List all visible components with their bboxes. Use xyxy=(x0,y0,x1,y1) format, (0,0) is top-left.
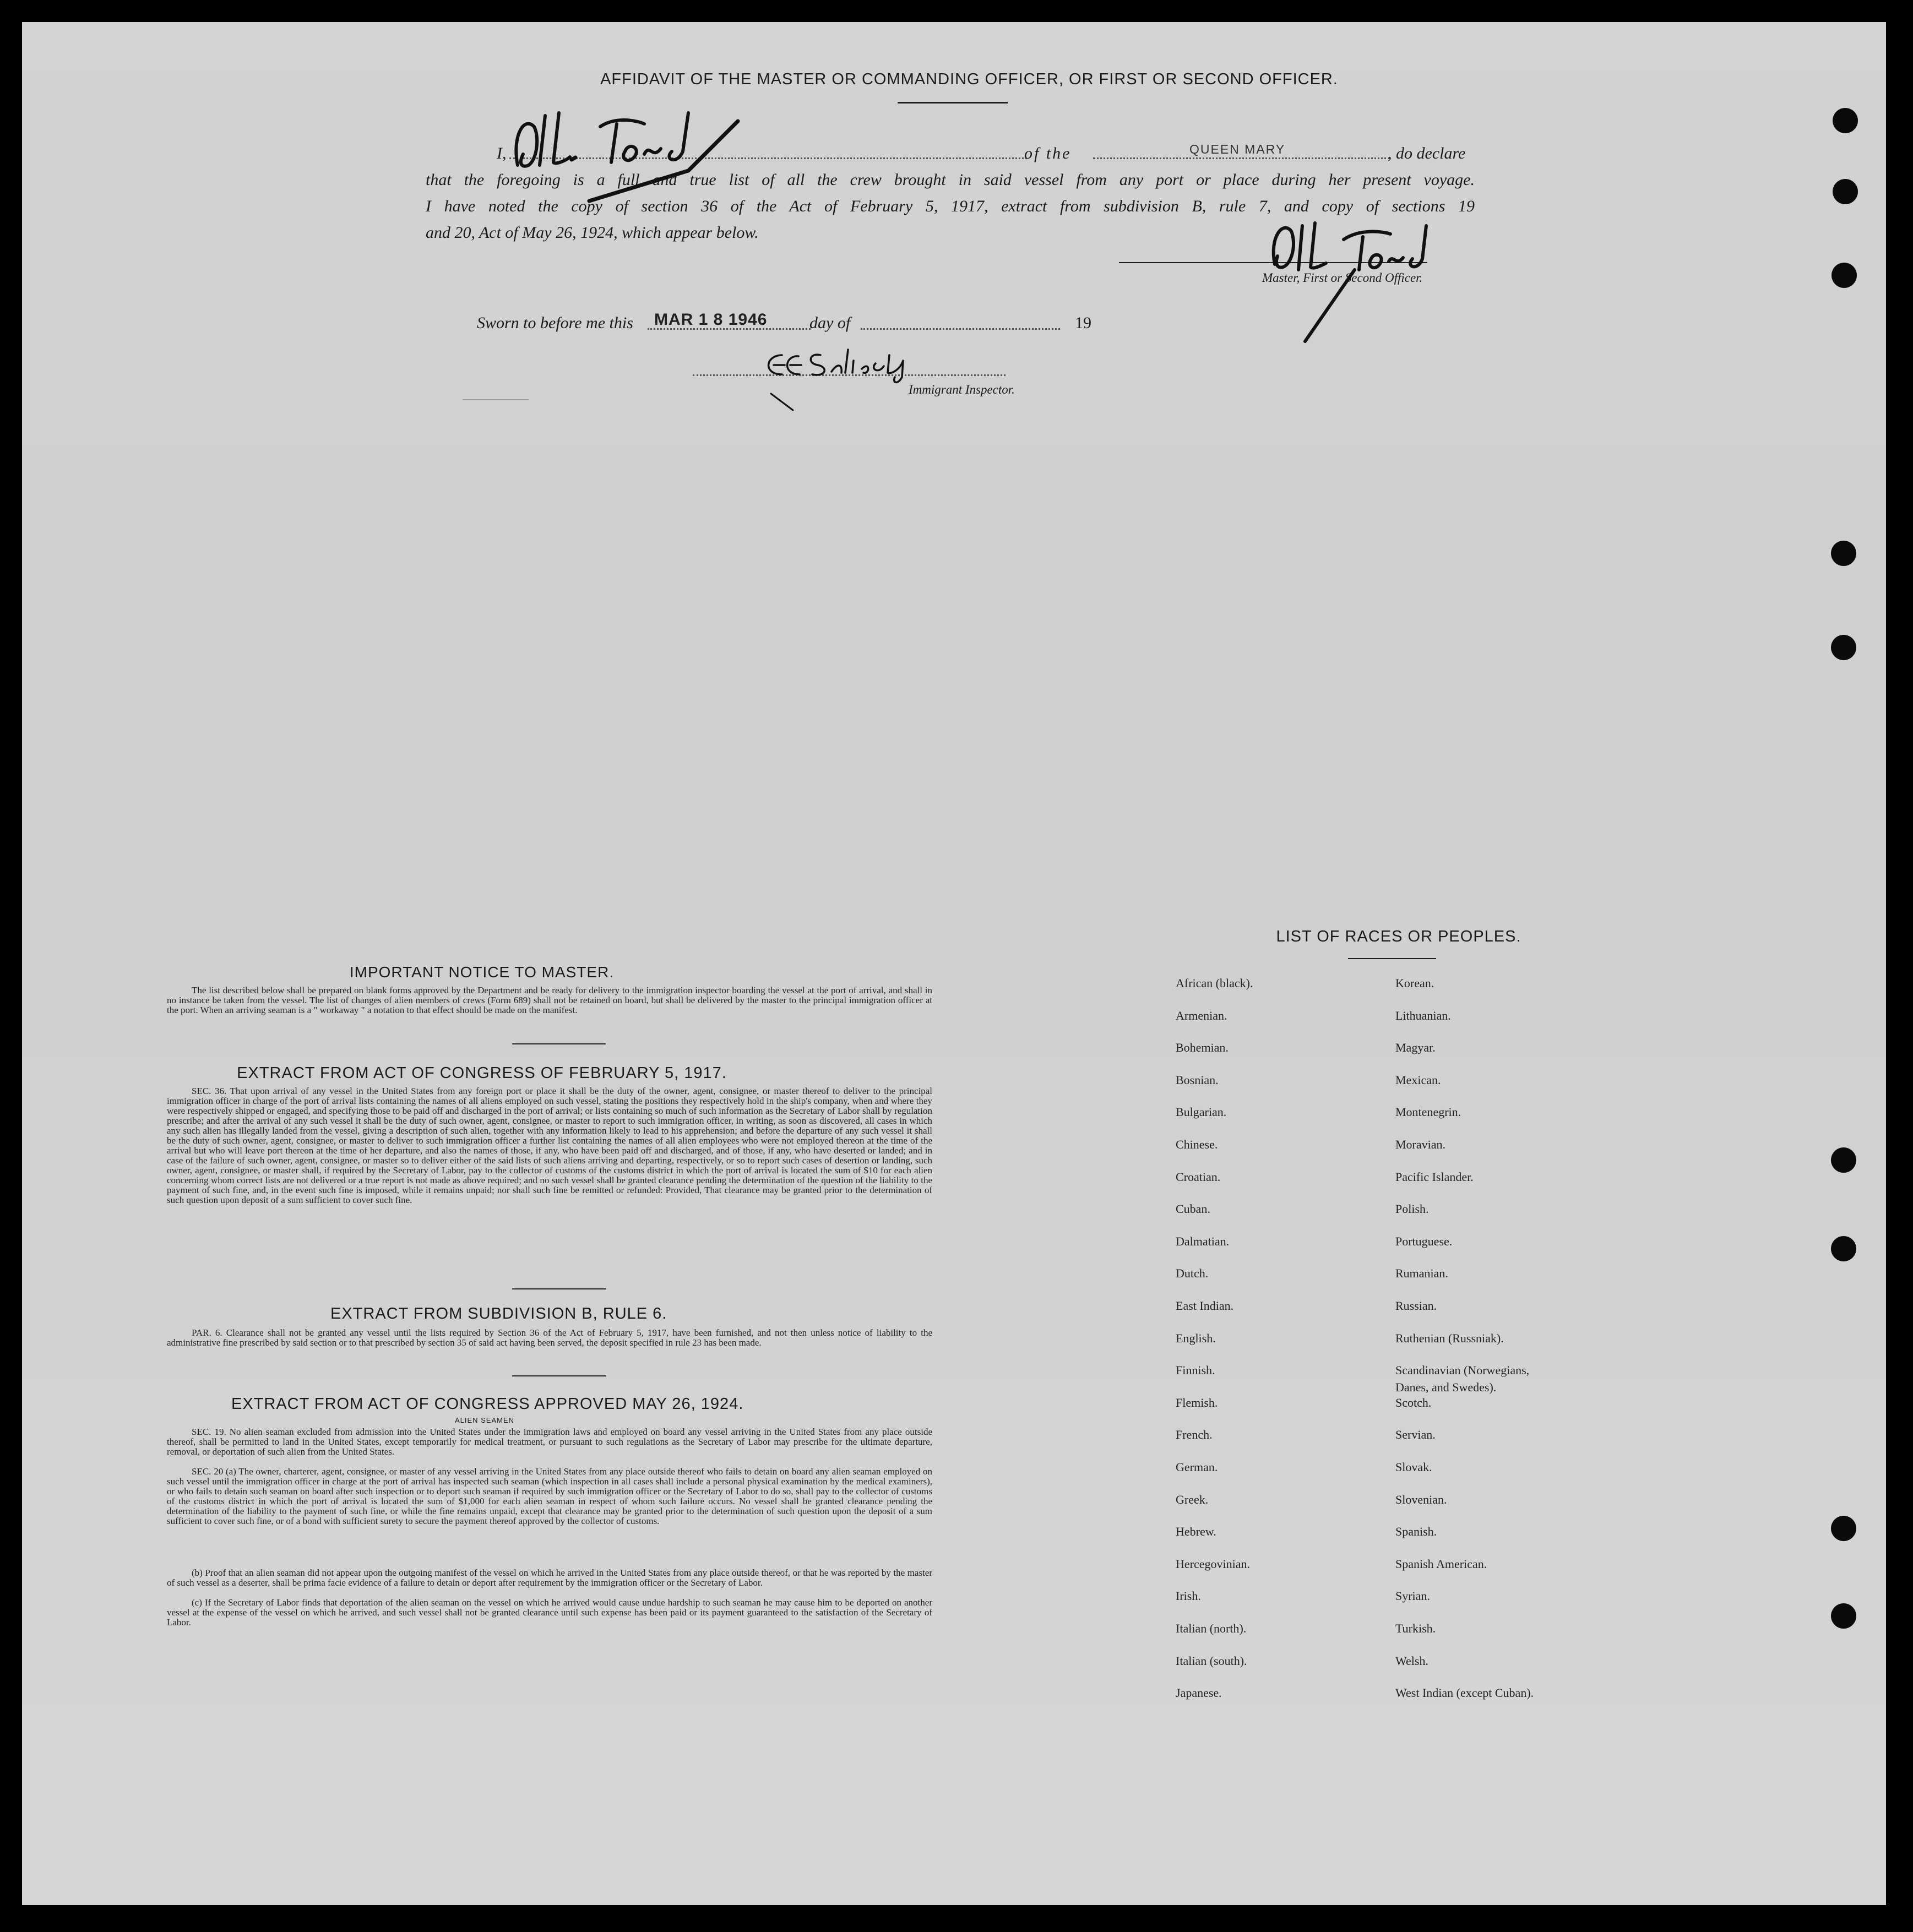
race-item: Italian (south). xyxy=(1176,1654,1247,1668)
rule6-divider xyxy=(512,1375,606,1376)
race-item: Ruthenian (Russniak). xyxy=(1395,1331,1504,1345)
punch-hole xyxy=(1832,263,1857,288)
race-item: West Indian (except Cuban). xyxy=(1395,1686,1534,1700)
race-item: French. xyxy=(1176,1428,1213,1441)
race-item: Slovak. xyxy=(1395,1460,1432,1474)
race-item: Bohemian. xyxy=(1176,1041,1229,1054)
title-underline xyxy=(898,102,1008,104)
race-item: Cuban. xyxy=(1176,1202,1210,1216)
race-item: English. xyxy=(1176,1331,1216,1345)
extract-1917-body: SEC. 36. That upon arrival of any vessel in the United States from any foreign port or place it shall be the duty of the owner, agent, consignee, or master thereof to deliver to the principal immigration officer in charge of the port of arrival lists containing the names of all aliens employed on such vessel, stating the positions they respectively hold in the ship's company, when and where they were respectively shipped or engaged, and specifying those to be paid off and discharged in the port of arrival; or lists containing so much of such information as the Secretary of Labor shall by regulation prescribe; and after the arrival of any such vessel it shall be the duty of such owner, agent, consignee, or master to report to such immigration officer, in writing, as soon as discovered, all cases in which any such alien has illegally landed from the vessel, giving a description of such alien, together with any information likely to lead to his apprehension; and before the departure of any such vessel it shall be the duty of such owner, agent, consignee, or master to deliver to such immigration officer a further list containing the names of all alien employees who were not employed thereon at the time of the arrival but who will leave port thereon at the time of her departure, and also the names of those, if any, who have been paid off and discharged, and of those, if any, who have deserted or landed; and in case of the failure of such owner, agent, consignee, or master so to deliver either of the said lists of such aliens arriving and departing, respectively, or so to report such cases of desertion or landing, such owner, agent, consignee, or master shall, if required by the Secretary of Labor, pay to the collector of customs of the customs district in which the port of arrival is located the sum of $10 for each alien concerning whom correct lists are not delivered or a true report is not made as above required; and no such vessel shall be granted clearance pending the determination of the question of the liability to the payment of such fine, and, in the event such fine is imposed, while it remains unpaid; nor shall such fine be remitted or refunded: Provided, That clearance may be granted prior to the determination of such question upon deposit of a sum sufficient to cover such fine. xyxy=(167,1086,932,1205)
race-item: Montenegrin. xyxy=(1395,1105,1461,1119)
master-countersignature-drawing xyxy=(1261,215,1448,347)
race-item: Spanish American. xyxy=(1395,1557,1487,1571)
master-caption: Master, First or Second Officer. xyxy=(1262,271,1423,285)
race-item: Polish. xyxy=(1395,1202,1429,1216)
inspector-underline xyxy=(463,399,529,400)
race-item: Slovenian. xyxy=(1395,1493,1447,1506)
inspector-caption: Immigrant Inspector. xyxy=(909,383,1015,396)
affidavit-title: AFFIDAVIT OF THE MASTER OR COMMANDING OFFICER, OR FIRST OR SECOND OFFICER. xyxy=(600,70,1338,88)
sworn-date-stamp: MAR 1 8 1946 xyxy=(654,311,768,329)
race-item: Irish. xyxy=(1176,1589,1201,1603)
race-item: Hebrew. xyxy=(1176,1525,1216,1538)
extract-1924-sec20b: (b) Proof that an alien seaman did not appear upon the outgoing manifest of the vessel on which he arrived in the United States from any place outside thereof, or that he was reported by the master of such vessel as a deserter, shall be prima facie evidence of a failure to detain or deport after requirement by the immigration officer or the Secretary of Labor. xyxy=(167,1568,932,1588)
affidavit-line2: that the foregoing is a full and true list of all the crew brought in said vessel from any port or place during her present voyage. xyxy=(426,171,1475,189)
extract-1924-sec19: SEC. 19. No alien seaman excluded from admission into the United States under the immigration laws and employed on board any vessel arriving in the United States from any place outside thereof, shall be permitted to land in the United States, except temporarily for medical treatment, or pursuant to such regulations as the Secretary of Labor may prescribe for the ultimate departure, removal, or deportation of such alien from the United States. xyxy=(167,1427,932,1457)
sworn-month-line xyxy=(861,328,1060,330)
punch-hole xyxy=(1833,179,1858,204)
race-item: Croatian. xyxy=(1176,1170,1221,1184)
race-item: Lithuanian. xyxy=(1395,1009,1451,1022)
affidavit-line3: I have noted the copy of section 36 of the Act of February 5, 1917, extract from subdivision B, rule 7, and copy of sections 19 xyxy=(426,197,1475,215)
notice-body: The list described below shall be prepared on blank forms approved by the Department and be ready for delivery to the immigration inspector boarding the vessel at the port of arrival, and shall in no instance be taken from the vessel. The list of changes of alien members of crews (Form 689) shall not be retained on board, but shall be delivered by the master to the principal immigration officer at the port. When an arriving seaman is a " workaway " a notation to that effect should be made on the manifest. xyxy=(167,985,932,1015)
rule6-title: EXTRACT FROM SUBDIVISION B, RULE 6. xyxy=(330,1305,667,1323)
race-item: Bulgarian. xyxy=(1176,1105,1227,1119)
vessel-name: QUEEN MARY xyxy=(1189,142,1286,156)
sworn-day-of: day of xyxy=(809,314,851,332)
affidavit-line4: and 20, Act of May 26, 1924, which appear below. xyxy=(426,224,759,242)
race-item: Rumanian. xyxy=(1395,1266,1448,1280)
race-item: Servian. xyxy=(1395,1428,1436,1441)
extract-1917-divider xyxy=(512,1288,606,1289)
master-signature-drawing xyxy=(507,105,743,209)
race-item: Moravian. xyxy=(1395,1138,1446,1151)
races-divider xyxy=(1348,958,1436,959)
race-item: Pacific Islander. xyxy=(1395,1170,1474,1184)
race-item: East Indian. xyxy=(1176,1299,1234,1313)
vessel-name-line xyxy=(1093,157,1390,159)
race-item-continuation: Danes, and Swedes). xyxy=(1395,1380,1497,1394)
race-item: Portuguese. xyxy=(1395,1234,1453,1248)
race-item: African (black). xyxy=(1176,976,1253,990)
race-item: Japanese. xyxy=(1176,1686,1222,1700)
race-item: Korean. xyxy=(1395,976,1434,990)
race-item: Armenian. xyxy=(1176,1009,1227,1022)
race-item: Welsh. xyxy=(1395,1654,1428,1668)
race-item: German. xyxy=(1176,1460,1218,1474)
punch-hole xyxy=(1831,541,1856,566)
race-item: Spanish. xyxy=(1395,1525,1437,1538)
race-item: Scandinavian (Norwegians, xyxy=(1395,1363,1530,1377)
punch-hole xyxy=(1831,1516,1856,1541)
race-item: Bosnian. xyxy=(1176,1073,1219,1087)
extract-1917-title: EXTRACT FROM ACT OF CONGRESS OF FEBRUARY 5, 1917. xyxy=(237,1064,727,1082)
race-item: Dalmatian. xyxy=(1176,1234,1230,1248)
race-item: Dutch. xyxy=(1176,1266,1209,1280)
races-title: LIST OF RACES OR PEOPLES. xyxy=(1276,928,1521,945)
rule6-body: PAR. 6. Clearance shall not be granted any vessel until the lists required by Section 36 of the Act of February 5, 1917, have been furnished, and not then unless notice of liability to the administrative fine prescribed by said section or to that prescribed by section 35 of said act having been served, the deposit specified in rule 23 has been made. xyxy=(167,1327,932,1348)
affidavit-declare: , do declare xyxy=(1388,144,1466,162)
race-item: Italian (north). xyxy=(1176,1621,1247,1635)
extract-1924-sec20a: SEC. 20 (a) The owner, charterer, agent, consignee, or master of any vessel arriving in the United States from any place outside thereof who fails to detain on board any alien seaman employed on such vessel until the immigration officer in charge at the port of arrival has inspected such seaman (which inspection in all cases shall include a personal physical examination by the medical examiners), or who fails to detain such seaman on board after such inspection or to deport such seaman if required by such immigration officer or the Secretary of Labor to do so, shall pay to the collector of customs of the customs district in which the port of arrival is located the sum of $1,000 for each alien seaman in respect of whom such failure occurs. No vessel shall be granted clearance pending the determination of the liability to the payment of such fine, or while the fine remains unpaid, except that clearance may be granted prior to the determination of such question upon the deposit of a sum sufficient to cover such fine, or of a bond with sufficient surety to secure the payment thereof approved by the collector of customs. xyxy=(167,1466,932,1526)
race-item: Flemish. xyxy=(1176,1396,1218,1409)
affidavit-i: I, xyxy=(497,144,507,162)
document-sheet xyxy=(22,22,1886,1905)
affidavit-of-the: of the xyxy=(1024,144,1072,162)
race-item: Turkish. xyxy=(1395,1621,1436,1635)
notice-title: IMPORTANT NOTICE TO MASTER. xyxy=(349,964,615,981)
inspector-signature-drawing xyxy=(760,344,969,416)
punch-hole xyxy=(1833,108,1858,133)
sworn-text: Sworn to before me this xyxy=(477,314,633,332)
race-item: Mexican. xyxy=(1395,1073,1441,1087)
race-item: Finnish. xyxy=(1176,1363,1215,1377)
race-item: Chinese. xyxy=(1176,1138,1218,1151)
race-item: Scotch. xyxy=(1395,1396,1432,1409)
punch-hole xyxy=(1831,1147,1856,1173)
race-item: Syrian. xyxy=(1395,1589,1430,1603)
notice-divider xyxy=(512,1043,606,1044)
race-item: Greek. xyxy=(1176,1493,1209,1506)
extract-1924-title: EXTRACT FROM ACT OF CONGRESS APPROVED MAY 26, 1924. xyxy=(231,1395,744,1413)
extract-1924-sec20c: (c) If the Secretary of Labor finds that deportation of the alien seaman on the vessel on which he arrived would cause undue hardship to such seaman he may cause him to be deported on another vessel at the expense of the vessel on which he arrived, and such vessel shall not be granted clearance until such expense has been paid or its payment guaranteed to the satisfaction of the Secretary of Labor. xyxy=(167,1597,932,1628)
race-item: Magyar. xyxy=(1395,1041,1436,1054)
extract-1924-subtitle: ALIEN SEAMEN xyxy=(454,1416,515,1424)
punch-hole xyxy=(1831,1603,1856,1629)
punch-hole xyxy=(1831,1236,1856,1261)
punch-hole xyxy=(1831,635,1856,660)
race-item: Russian. xyxy=(1395,1299,1437,1313)
sworn-year: 19 xyxy=(1075,314,1091,332)
race-item: Hercegovinian. xyxy=(1176,1557,1250,1571)
